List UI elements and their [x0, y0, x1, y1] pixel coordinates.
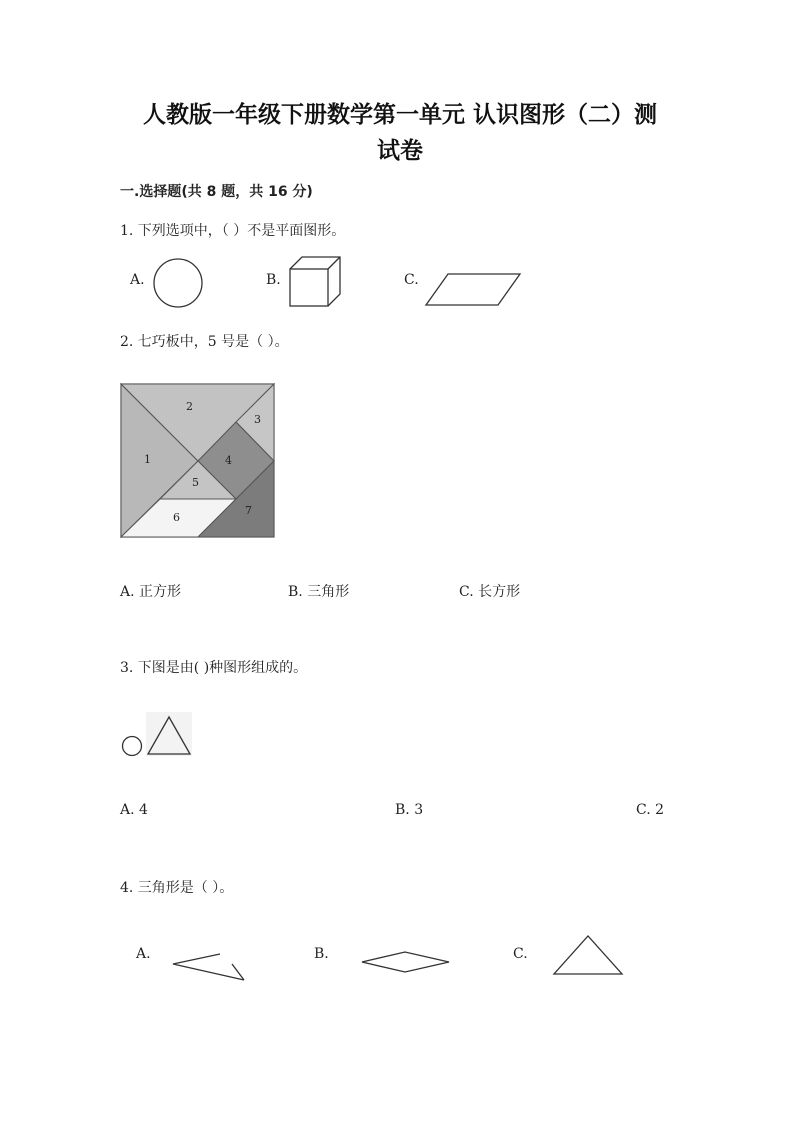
question-1-option-b[interactable]: B.: [266, 272, 281, 288]
question-2-option-a[interactable]: A. 正方形: [120, 584, 182, 600]
rhombus-figure: [360, 950, 452, 976]
question-2-option-c[interactable]: C. 长方形: [459, 584, 521, 600]
question-1-option-c[interactable]: C.: [404, 272, 419, 288]
question-1-option-a[interactable]: A.: [130, 272, 145, 288]
question-3-option-c[interactable]: C. 2: [636, 802, 665, 818]
circle-triangle-figure: [120, 712, 192, 758]
tangram-label-3: 3: [254, 413, 261, 426]
tangram-label-7: 7: [245, 504, 252, 517]
question-1-text: 1. 下列选项中，（ ）不是平面图形。: [120, 223, 346, 239]
open-triangle-figure: [170, 952, 250, 984]
question-3-option-b[interactable]: B. 3: [395, 802, 424, 818]
question-3-text: 3. 下图是由( )种图形组成的。: [120, 660, 308, 676]
page-title-line1: 人教版一年级下册数学第一单元 认识图形（二）测: [142, 102, 657, 128]
page-title-line2: 试卷: [377, 138, 423, 164]
tangram-figure: [120, 383, 276, 539]
question-4-option-b[interactable]: B.: [314, 946, 329, 962]
parallelogram-figure: [424, 272, 524, 308]
question-4-text: 4. 三角形是（ ）。: [120, 880, 234, 896]
triangle-figure: [552, 934, 626, 976]
question-4-option-c[interactable]: C.: [513, 946, 528, 962]
tangram-label-4: 4: [225, 454, 232, 467]
question-2-text: 2. 七巧板中，5 号是（ ）。: [120, 334, 289, 350]
question-2-option-b[interactable]: B. 三角形: [288, 584, 350, 600]
small-circle: [123, 737, 142, 756]
tangram-label-6: 6: [173, 511, 180, 524]
tangram-label-5: 5: [192, 476, 199, 489]
question-3-option-a[interactable]: A. 4: [120, 802, 148, 818]
question-4-option-a[interactable]: A.: [136, 946, 151, 962]
section-heading: 一.选择题(共 8 题，共 16 分): [120, 184, 313, 200]
tangram-label-2: 2: [186, 400, 193, 413]
tangram-label-1: 1: [144, 453, 151, 466]
cube-figure: [288, 255, 344, 309]
circle-figure: [152, 257, 204, 309]
